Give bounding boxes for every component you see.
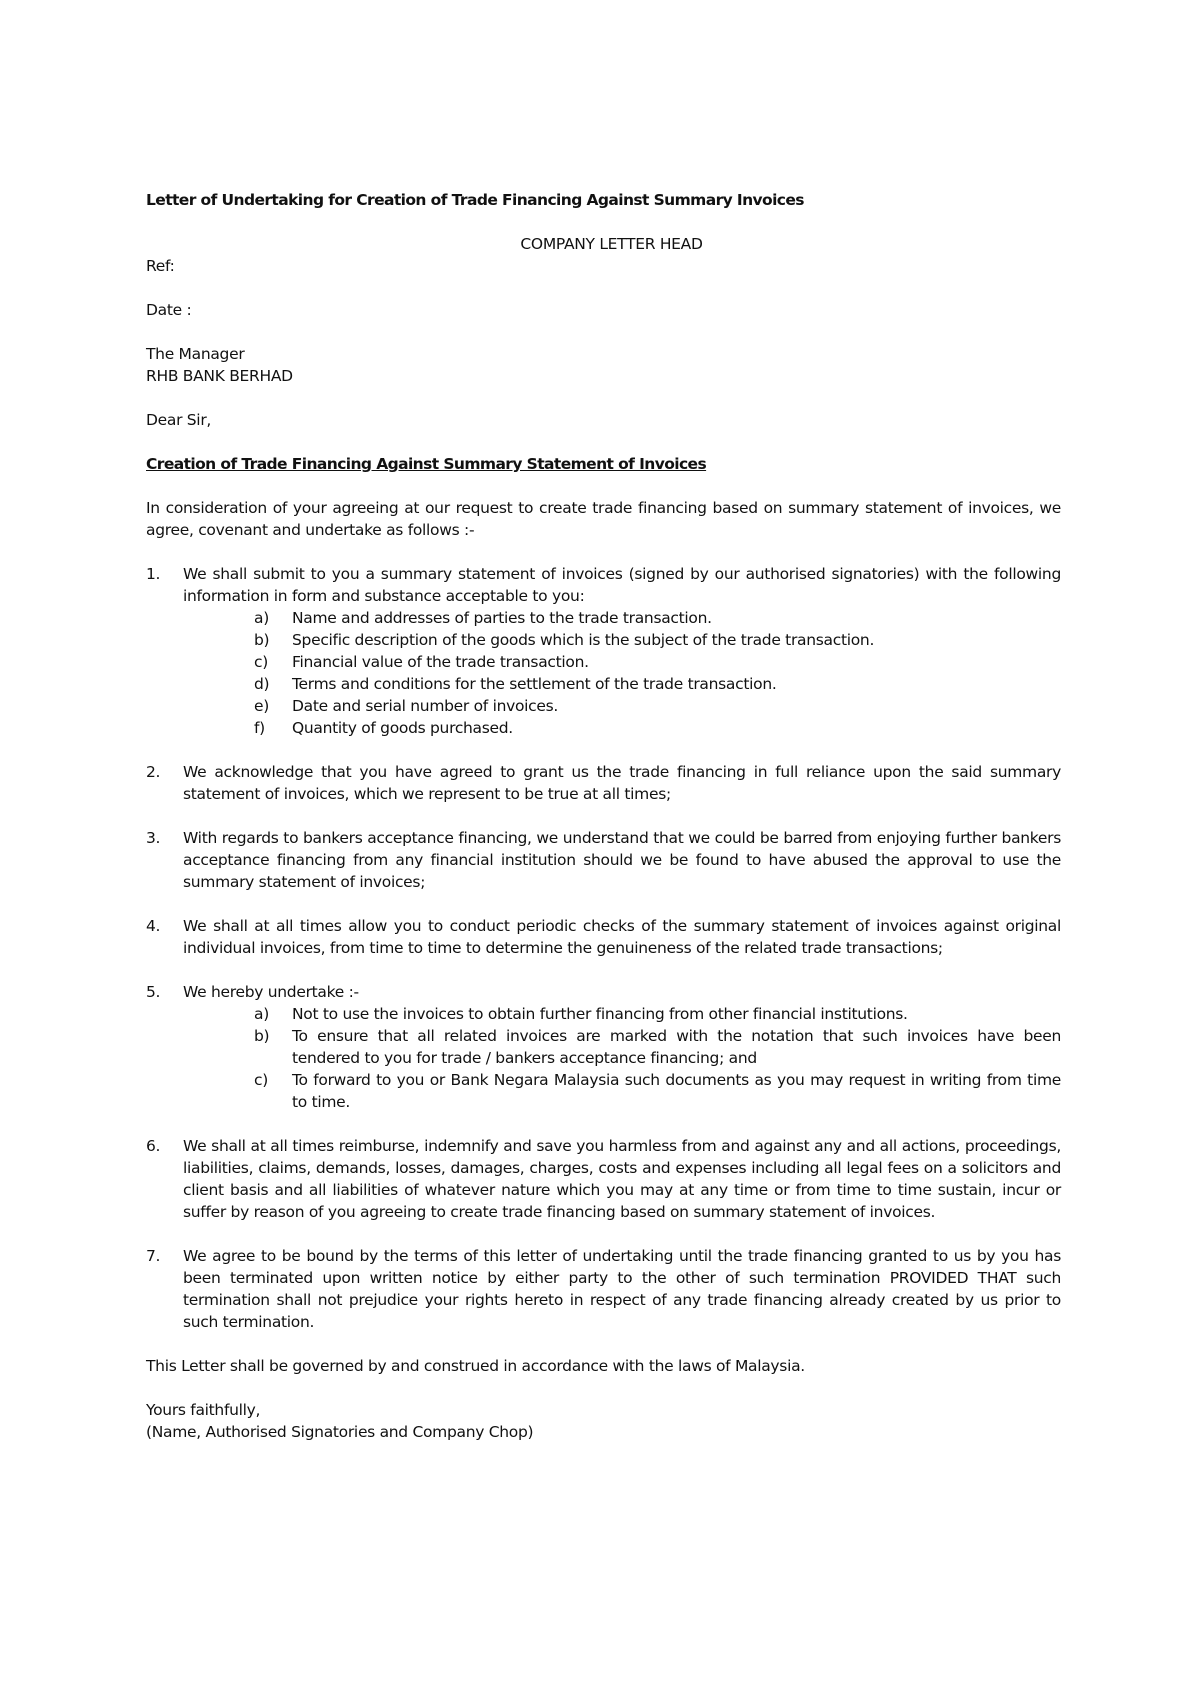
sub-list-item [146,717,1061,739]
list-item [146,981,1061,1003]
list-item [146,563,1061,607]
sub-item-text: Terms and conditions for the settlement of the trade transaction. [292,675,777,693]
letter-body [146,189,1061,1443]
sub-item-text: Not to use the invoices to obtain further financing from other financial institutions. [292,1005,908,1023]
item-number: 3. [146,829,161,847]
document-title: Letter of Undertaking for Creation of Trade Financing Against Summary Invoices [146,191,804,209]
sub-item-letter: d) [254,675,270,693]
closing-line: Yours faithfully, [146,1401,261,1419]
sub-item-letter: a) [254,1005,269,1023]
signature-block: (Name, Authorised Signatories and Company Chop) [146,1423,534,1441]
sub-item-letter: a) [254,609,269,627]
sub-item-letter: c) [254,1071,268,1089]
item-text: We shall submit to you a summary statement of invoices (signed by our authorised signatories) with the following information in form and substance acceptable to you: [183,565,1061,605]
item-text: We hereby undertake :- [183,983,359,1001]
sub-item-text: Quantity of goods purchased. [292,719,513,737]
sub-item-text: To forward to you or Bank Negara Malaysia such documents as you may request in writing from time to time. [292,1071,1061,1111]
sub-list-item [146,1025,1061,1069]
item-number: 5. [146,983,161,1001]
sub-item-letter: e) [254,697,269,715]
sub-list-item [146,651,1061,673]
ref-label: Ref: [146,257,175,275]
sub-item-text: Specific description of the goods which is the subject of the trade transaction. [292,631,875,649]
date-label: Date : [146,301,192,319]
sub-list-item [146,629,1061,651]
item-text: We acknowledge that you have agreed to grant us the trade financing in full reliance upon the said summary statement of invoices, which we represent to be true at all times; [183,763,1061,803]
sub-list-item [146,695,1061,717]
list-item [146,915,1061,959]
sub-list-item [146,607,1061,629]
sub-list-item [146,1069,1061,1113]
sub-item-letter: c) [254,653,268,671]
sub-list-item [146,1003,1061,1025]
salutation: Dear Sir, [146,411,212,429]
list-item [146,827,1061,893]
item-number: 4. [146,917,161,935]
sub-item-letter: f) [254,719,265,737]
sub-item-letter: b) [254,1027,270,1045]
letter-subject: Creation of Trade Financing Against Summary Statement of Invoices [146,455,707,473]
list-item [146,1245,1061,1333]
item-number: 2. [146,763,161,781]
item-number: 6. [146,1137,161,1155]
sub-item-text: Date and serial number of invoices. [292,697,559,715]
list-item [146,761,1061,805]
company-letterhead: COMPANY LETTER HEAD [520,235,703,253]
sub-item-text: To ensure that all related invoices are marked with the notation that such invoices have been tendered to you for trade / bankers acceptance financing; and [292,1027,1061,1067]
item-text: We shall at all times reimburse, indemnify and save you harmless from and against any and all actions, proceedings, liabilities, claims, demands, losses, damages, charges, costs and expenses including all legal fees on a solicitors and client basis and all liabilities of whatever nature which you may at any time or from time to time sustain, incur or suffer by reason of you agreeing to create trade financing based on summary statement of invoices. [183,1137,1061,1221]
sub-item-text: Name and addresses of parties to the trade transaction. [292,609,712,627]
sub-item-letter: b) [254,631,270,649]
item-number: 1. [146,565,161,583]
addressee-bank: RHB BANK BERHAD [146,367,293,385]
governing-law-statement: This Letter shall be governed by and construed in accordance with the laws of Malaysia. [146,1357,805,1375]
addressee-title: The Manager [146,345,245,363]
sub-item-text: Financial value of the trade transaction. [292,653,589,671]
item-text: With regards to bankers acceptance financing, we understand that we could be barred from enjoying further bankers acceptance financing from any financial institution should we be found to have abused the approval to use the summary statement of invoices; [183,829,1061,891]
item-text: We shall at all times allow you to conduct periodic checks of the summary statement of invoices against original individual invoices, from time to time to determine the genuineness of the related trade transactions; [183,917,1061,957]
item-number: 7. [146,1247,161,1265]
sub-list-item [146,673,1061,695]
intro-paragraph: In consideration of your agreeing at our request to create trade financing based on summary statement of invoices, we agree, covenant and undertake as follows :- [146,499,1061,539]
item-text: We agree to be bound by the terms of this letter of undertaking until the trade financing granted to us by you has been terminated upon written notice by either party to the other of such termination PROVIDED THAT such termination shall not prejudice your rights hereto in respect of any trade financing already created by us prior to such termination. [183,1247,1061,1331]
list-item [146,1135,1061,1223]
